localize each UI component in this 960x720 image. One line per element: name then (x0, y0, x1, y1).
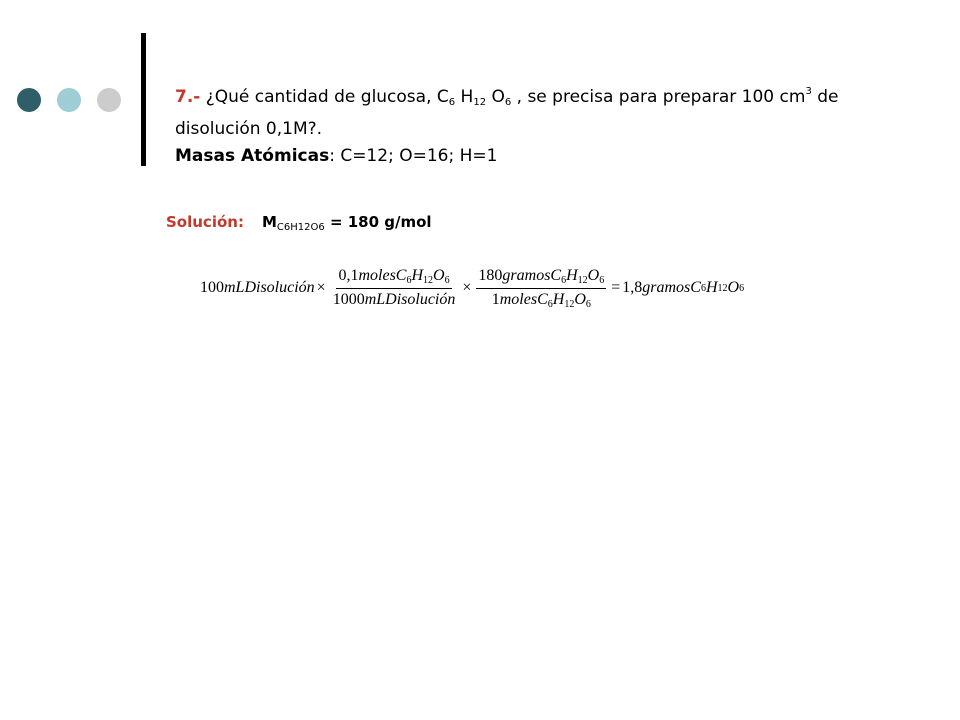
molar-mass-value: = 180 g/mol (324, 213, 432, 231)
fraction-concentration: $\frac{0,1molesC_6H_{12}O_6}{\text{1000mLDisolución}}$ (332, 267, 456, 308)
solution-line: Solución: $M_{C6H12O6} = 180$ g/mol (166, 213, 432, 233)
decor-vertical-bar (141, 33, 146, 166)
conversion-equation: 100 mLDisolución × $\frac{0,1molesC_6H_{12}O_6}{\text{1000mLDisolución}}$ × $\frac{180gramosC_6H_{12}O_6}{1molesC_6H_{12}O_6}$ = 1,8 gramosC 6 H 12 O 6 (200, 266, 745, 310)
decor-dot-dark (17, 88, 41, 112)
times-sign: × (316, 279, 326, 296)
solution-label: Solución: (166, 213, 244, 231)
result-value: 1,8 (622, 279, 643, 296)
decor-dot-gray (97, 88, 121, 112)
atomic-masses-label: Masas Atómicas (175, 146, 330, 166)
problem-statement (175, 78, 838, 170)
decor-dot-light-blue (57, 88, 81, 112)
problem-line-1: 7.- ¿Qué cantidad de glucosa, $C_6$ $H_{12}$ $O_6$ , se precisa para preparar 100 $cm^3$ de (175, 86, 839, 108)
times-sign: × (462, 279, 472, 296)
equals-sign: = (611, 279, 621, 296)
problem-line-2: disolución 0,1M?. (175, 119, 323, 139)
fraction-molar-mass: $\frac{180gramosC_6H_{12}O_6}{1molesC_6H_{12}O_6}$ (478, 266, 605, 310)
atomic-masses (175, 143, 838, 170)
problem-number: 7.- (175, 87, 201, 107)
atomic-masses-value: : C=12; O=16; H=1 (329, 146, 498, 166)
